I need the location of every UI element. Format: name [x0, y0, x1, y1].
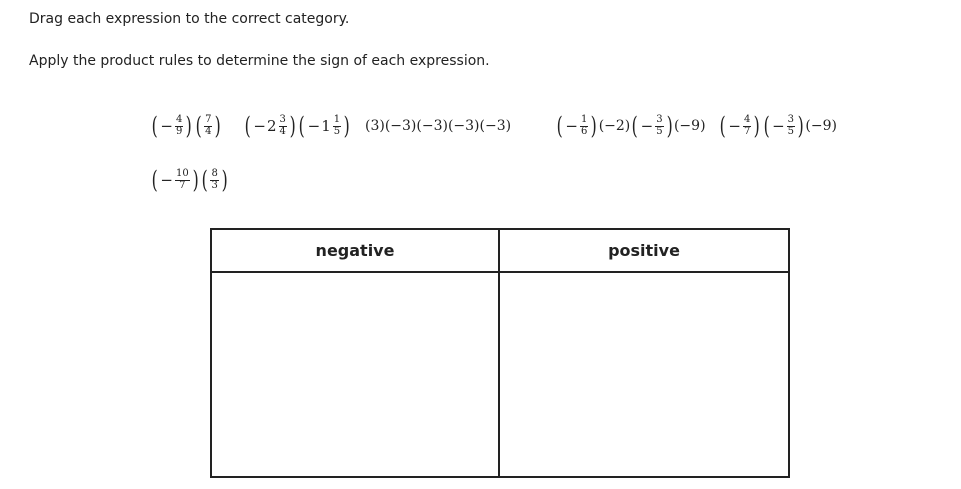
expression-text: (−9) — [805, 118, 837, 134]
negative-header: negative — [212, 230, 500, 273]
positive-header: positive — [500, 230, 788, 273]
open-paren: ( — [631, 112, 638, 140]
fraction-numerator: 8 — [211, 168, 218, 179]
minus-sign: − — [160, 171, 173, 189]
expression-tile[interactable] — [555, 106, 706, 146]
close-paren: ) — [797, 112, 804, 140]
fraction — [655, 115, 663, 137]
fraction-numerator: 10 — [175, 168, 189, 179]
close-paren: ) — [666, 112, 673, 140]
fraction — [787, 115, 795, 137]
fraction-denominator: 9 — [175, 125, 183, 137]
whole-number: 1 — [321, 117, 331, 135]
fraction-numerator: 1 — [580, 114, 588, 125]
fraction-numerator: 4 — [743, 114, 751, 125]
fraction-numerator: 3 — [279, 114, 286, 125]
fraction — [175, 115, 183, 137]
instruction-product-rules: Apply the product rules to determine the sign of each expression. — [29, 53, 490, 69]
fraction-denominator: 5 — [656, 125, 663, 137]
close-paren: ) — [185, 112, 193, 140]
open-paren: ( — [763, 112, 770, 140]
open-paren: ( — [201, 166, 208, 194]
expression-text: (−9) — [673, 118, 706, 134]
positive-drop-zone[interactable] — [500, 273, 788, 476]
minus-sign: − — [728, 117, 741, 135]
fraction-denominator: 7 — [743, 125, 751, 137]
minus-sign: − — [253, 117, 266, 135]
expression-text: (−2) — [598, 118, 631, 134]
fraction — [210, 169, 218, 191]
expression-tile[interactable] — [150, 106, 223, 146]
fraction-denominator: 7 — [179, 179, 186, 191]
minus-sign: − — [160, 117, 173, 135]
fraction — [333, 115, 341, 137]
fraction-denominator: 3 — [211, 179, 218, 191]
close-paren: ) — [590, 112, 598, 140]
negative-drop-zone[interactable] — [212, 273, 500, 476]
open-paren: ( — [244, 112, 251, 140]
expression-text: (3)(−3)(−3)(−3)(−3) — [365, 118, 512, 134]
close-paren: ) — [343, 112, 350, 140]
whole-number: 2 — [266, 117, 277, 135]
fraction-denominator: 4 — [279, 125, 286, 137]
open-paren: ( — [556, 112, 563, 140]
fraction-denominator: 5 — [787, 125, 795, 137]
fraction — [743, 115, 751, 137]
expression-tile[interactable] — [243, 106, 352, 146]
close-paren: ) — [753, 112, 761, 140]
fraction-denominator: 6 — [580, 125, 588, 137]
open-paren: ( — [719, 112, 726, 140]
open-paren: ( — [195, 112, 202, 140]
fraction — [580, 115, 588, 137]
close-paren: ) — [289, 112, 296, 140]
fraction — [279, 115, 287, 137]
fraction-numerator: 1 — [333, 114, 341, 125]
instruction-drag: Drag each expression to the correct category. — [29, 11, 350, 27]
open-paren: ( — [151, 166, 158, 194]
open-paren: ( — [151, 112, 158, 140]
minus-sign: − — [640, 117, 654, 135]
minus-sign: − — [307, 117, 321, 135]
minus-sign: − — [565, 117, 578, 135]
fraction — [204, 115, 212, 137]
fraction-numerator: 7 — [205, 114, 212, 125]
fraction — [175, 169, 190, 191]
fraction-denominator: 4 — [205, 125, 212, 137]
fraction-denominator: 5 — [333, 125, 341, 137]
close-paren: ) — [192, 166, 199, 194]
fraction-numerator: 3 — [787, 114, 795, 125]
fraction-numerator: 3 — [656, 114, 663, 125]
expression-tile[interactable] — [365, 106, 511, 146]
close-paren: ) — [221, 166, 228, 194]
category-table — [210, 228, 790, 478]
expression-tile[interactable] — [718, 106, 837, 146]
minus-sign: − — [772, 117, 785, 135]
expression-tile[interactable] — [150, 160, 229, 200]
close-paren: ) — [215, 112, 222, 140]
open-paren: ( — [298, 112, 305, 140]
fraction-numerator: 4 — [175, 114, 183, 125]
